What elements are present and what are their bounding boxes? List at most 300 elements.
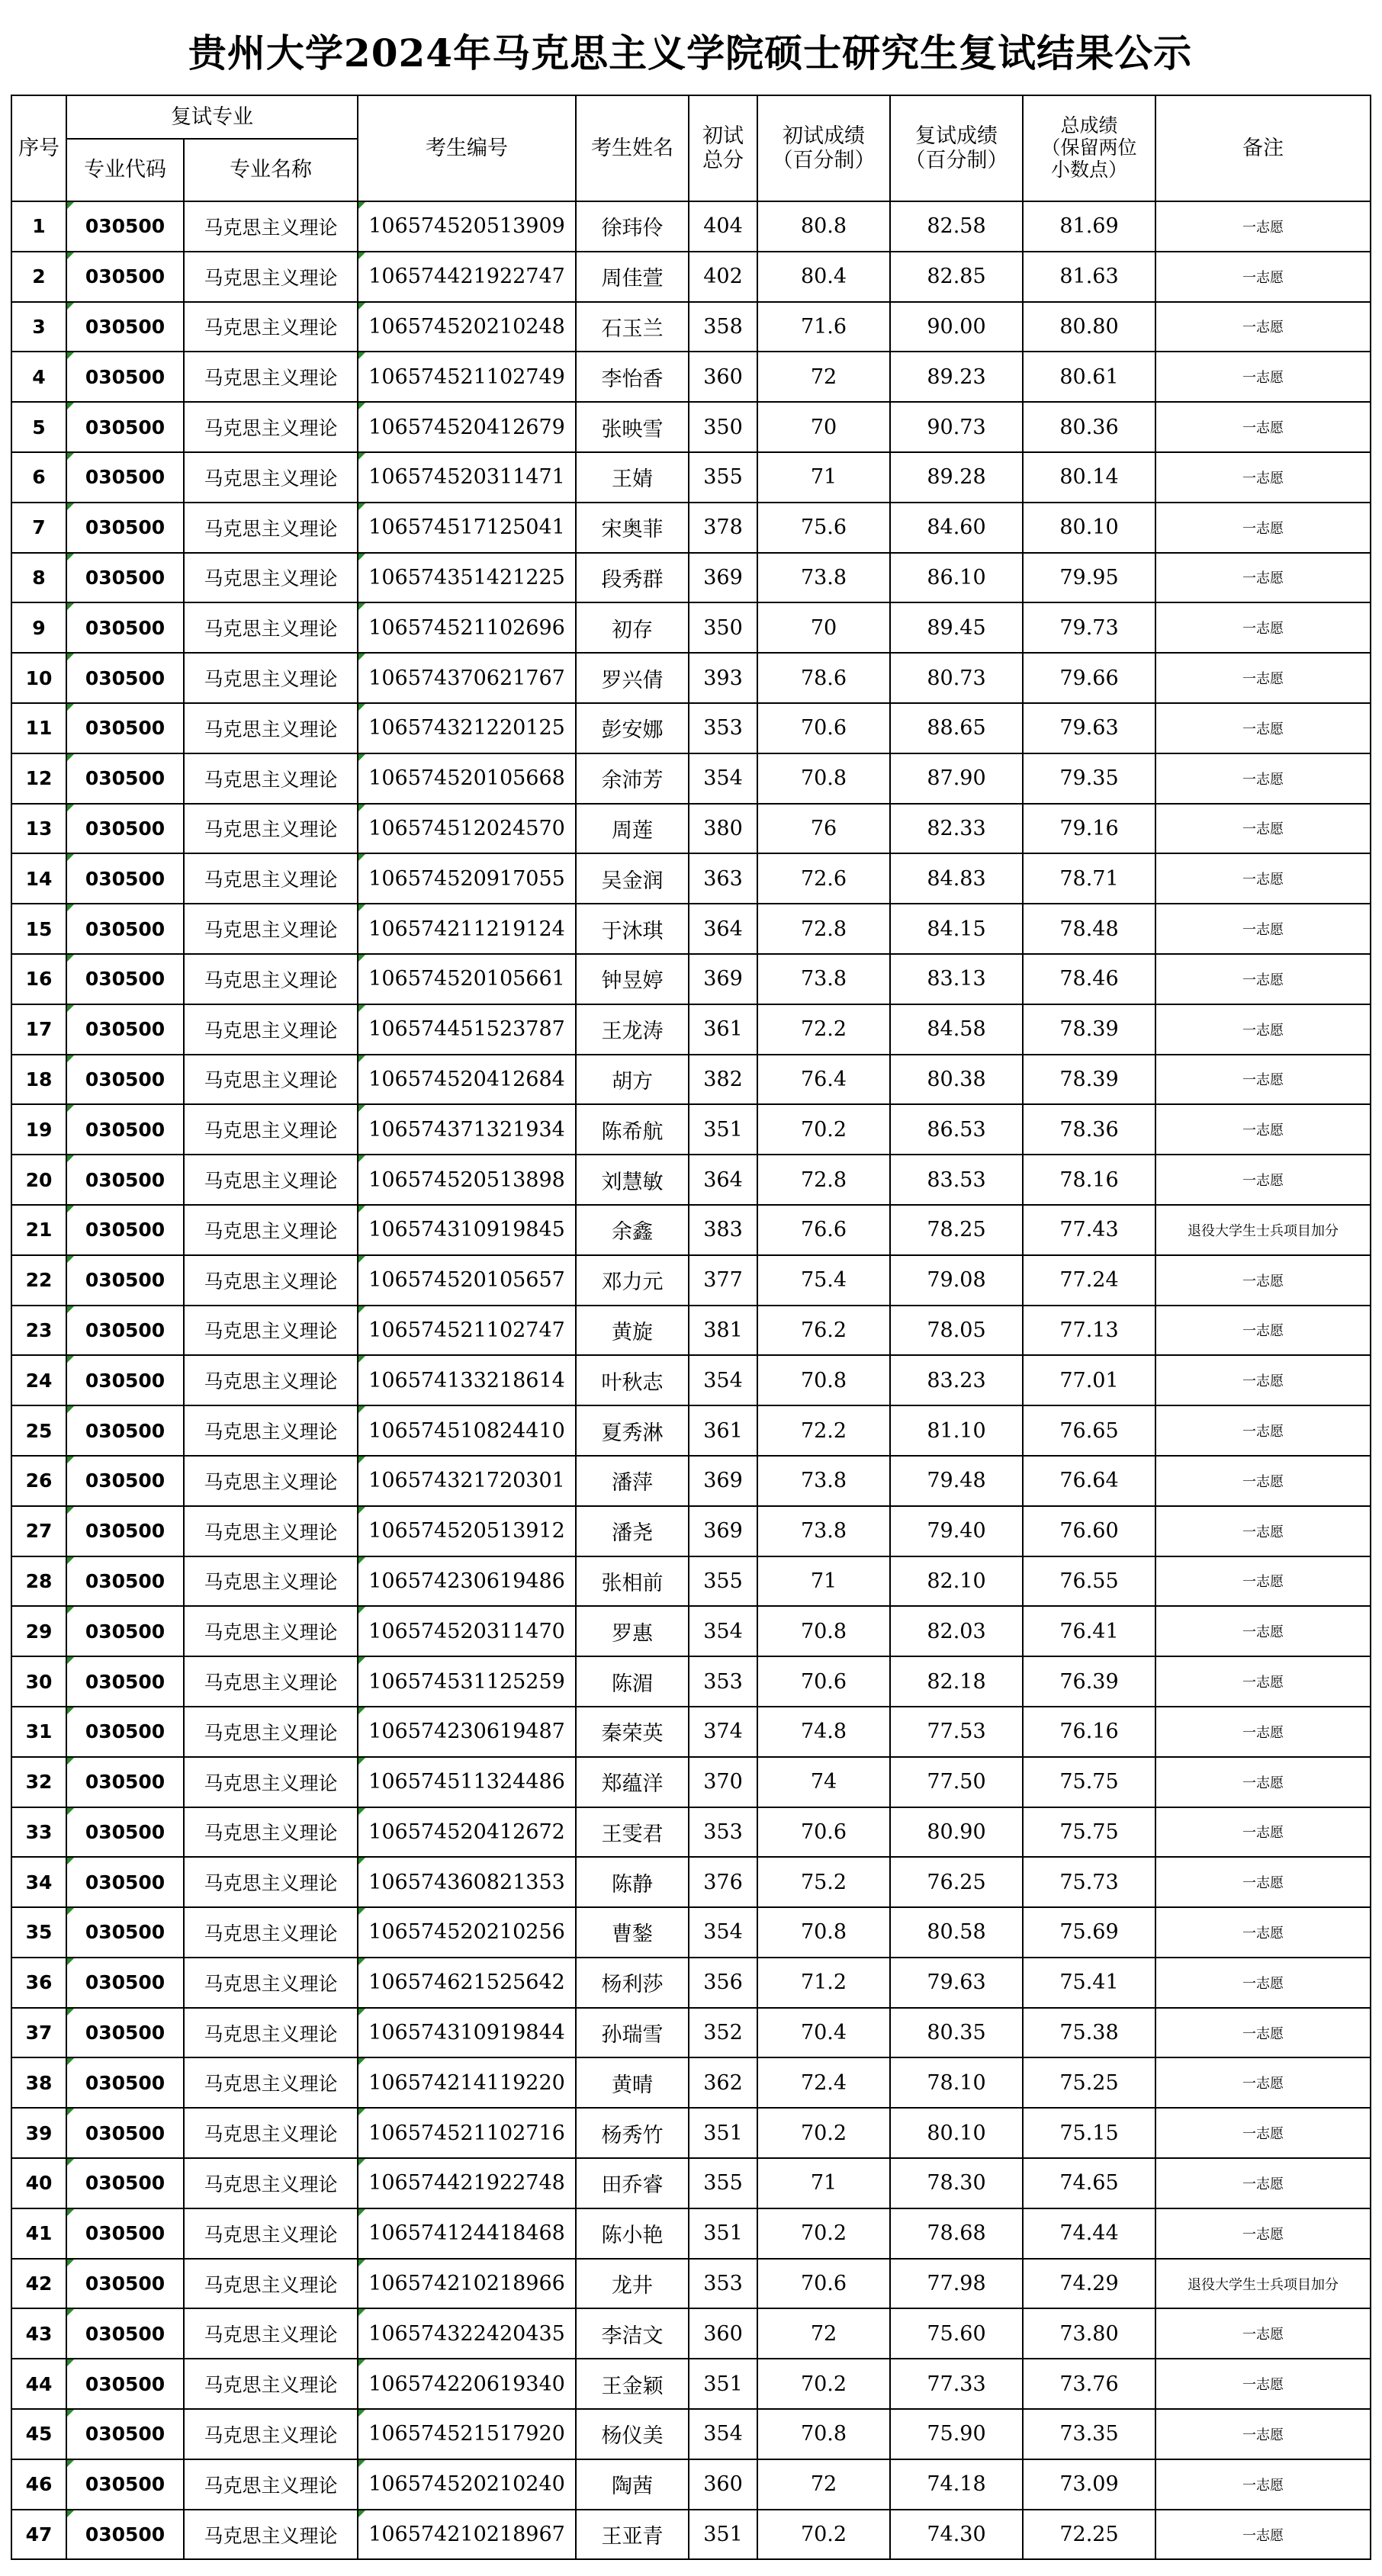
cell-prelim-total: 351: [689, 2510, 757, 2560]
cell-final-score: 79.63: [1023, 703, 1155, 753]
cell-major-code: 030500: [66, 1606, 184, 1656]
table-row: [11, 1306, 1371, 1356]
cell-retest-score: 82.18: [890, 1656, 1023, 1707]
cell-student-name: 陈小艳: [576, 2208, 689, 2259]
header-seq: 序号: [11, 95, 66, 201]
cell-remark: 一志愿: [1155, 1807, 1371, 1858]
cell-major-code: 030500: [66, 853, 184, 904]
table-row: [11, 2409, 1371, 2459]
table-row: [11, 402, 1371, 452]
cell-final-score: 75.73: [1023, 1857, 1155, 1907]
cell-remark: 一志愿: [1155, 2208, 1371, 2259]
cell-prelim-total: 369: [689, 553, 757, 603]
cell-major-code: 030500: [66, 1958, 184, 2008]
cell-retest-score: 84.60: [890, 503, 1023, 553]
cell-retest-score: 80.35: [890, 2008, 1023, 2058]
cell-exam-no: 106574351421225: [358, 553, 576, 603]
cell-prelim-total: 354: [689, 1355, 757, 1405]
cell-prelim-score: 70.6: [757, 703, 890, 753]
cell-remark: 一志愿: [1155, 1405, 1371, 1456]
cell-seq: 6: [11, 452, 66, 503]
cell-remark: 一志愿: [1155, 2108, 1371, 2158]
cell-exam-no: 106574520311470: [358, 1606, 576, 1656]
cell-final-score: 75.38: [1023, 2008, 1155, 2058]
cell-seq: 41: [11, 2208, 66, 2259]
cell-exam-no: 106574310919845: [358, 1205, 576, 1255]
cell-major-code: 030500: [66, 2308, 184, 2359]
cell-remark: 一志愿: [1155, 252, 1371, 302]
cell-student-name: 刘慧敏: [576, 1155, 689, 1205]
cell-major-code: 030500: [66, 1807, 184, 1858]
cell-exam-no: 106574517125041: [358, 503, 576, 553]
cell-prelim-total: 360: [689, 2308, 757, 2359]
cell-prelim-score: 71: [757, 1556, 890, 1607]
cell-student-name: 张相前: [576, 1556, 689, 1607]
table-row: [11, 753, 1371, 804]
cell-seq: 40: [11, 2158, 66, 2208]
header-student-name: 考生姓名: [576, 95, 689, 201]
cell-student-name: 陈希航: [576, 1104, 689, 1155]
cell-major-name: 马克思主义理论: [184, 1155, 358, 1205]
cell-prelim-score: 71: [757, 2158, 890, 2208]
cell-major-code: 030500: [66, 252, 184, 302]
table-row: [11, 1757, 1371, 1807]
cell-final-score: 77.01: [1023, 1355, 1155, 1405]
cell-retest-score: 77.33: [890, 2359, 1023, 2409]
cell-prelim-total: 360: [689, 352, 757, 402]
cell-exam-no: 106574360821353: [358, 1857, 576, 1907]
cell-prelim-score: 73.8: [757, 954, 890, 1004]
table-row: [11, 954, 1371, 1004]
cell-major-name: 马克思主义理论: [184, 753, 358, 804]
cell-student-name: 郑蕴洋: [576, 1757, 689, 1807]
cell-prelim-score: 70: [757, 602, 890, 653]
cell-remark: 一志愿: [1155, 2057, 1371, 2108]
header-final-score: 总成绩 （保留两位 小数点）: [1023, 95, 1155, 201]
table-row: [11, 2459, 1371, 2510]
cell-prelim-total: 402: [689, 252, 757, 302]
cell-final-score: 75.75: [1023, 1757, 1155, 1807]
cell-prelim-score: 70.8: [757, 1606, 890, 1656]
cell-major-name: 马克思主义理论: [184, 201, 358, 252]
cell-prelim-total: 369: [689, 1456, 757, 1506]
cell-student-name: 罗惠: [576, 1606, 689, 1656]
cell-remark: 一志愿: [1155, 1907, 1371, 1958]
cell-major-code: 030500: [66, 1506, 184, 1556]
cell-remark: 一志愿: [1155, 1857, 1371, 1907]
cell-prelim-score: 74.8: [757, 1707, 890, 1757]
cell-remark: 一志愿: [1155, 904, 1371, 954]
cell-exam-no: 106574511324486: [358, 1757, 576, 1807]
cell-exam-no: 106574211219124: [358, 904, 576, 954]
cell-exam-no: 106574531125259: [358, 1656, 576, 1707]
table-row: [11, 452, 1371, 503]
cell-prelim-score: 70.2: [757, 2359, 890, 2409]
cell-major-name: 马克思主义理论: [184, 1656, 358, 1707]
cell-final-score: 79.16: [1023, 804, 1155, 854]
cell-major-code: 030500: [66, 2359, 184, 2409]
cell-major-name: 马克思主义理论: [184, 1456, 358, 1506]
cell-exam-no: 106574310919844: [358, 2008, 576, 2058]
cell-major-code: 030500: [66, 553, 184, 603]
cell-exam-no: 106574133218614: [358, 1355, 576, 1405]
cell-major-code: 030500: [66, 302, 184, 352]
cell-retest-score: 83.53: [890, 1155, 1023, 1205]
cell-prelim-total: 355: [689, 1556, 757, 1607]
cell-prelim-score: 72: [757, 352, 890, 402]
cell-exam-no: 106574520513909: [358, 201, 576, 252]
cell-remark: 一志愿: [1155, 753, 1371, 804]
cell-exam-no: 106574520210256: [358, 1907, 576, 1958]
cell-seq: 19: [11, 1104, 66, 1155]
table-row: [11, 1456, 1371, 1506]
cell-major-code: 030500: [66, 1857, 184, 1907]
cell-seq: 3: [11, 302, 66, 352]
cell-student-name: 陈静: [576, 1857, 689, 1907]
cell-prelim-total: 351: [689, 2359, 757, 2409]
table-row: [11, 1155, 1371, 1205]
cell-prelim-score: 71.2: [757, 1958, 890, 2008]
header-prelim-total: 初试 总分: [689, 95, 757, 201]
cell-seq: 5: [11, 402, 66, 452]
cell-seq: 47: [11, 2510, 66, 2560]
table-header: [11, 95, 1371, 201]
cell-student-name: 潘萍: [576, 1456, 689, 1506]
cell-seq: 31: [11, 1707, 66, 1757]
cell-seq: 21: [11, 1205, 66, 1255]
table-row: [11, 1656, 1371, 1707]
cell-final-score: 78.36: [1023, 1104, 1155, 1155]
cell-seq: 45: [11, 2409, 66, 2459]
cell-seq: 4: [11, 352, 66, 402]
cell-prelim-score: 73.8: [757, 1506, 890, 1556]
cell-remark: 一志愿: [1155, 2158, 1371, 2208]
cell-remark: 一志愿: [1155, 1958, 1371, 2008]
cell-major-name: 马克思主义理论: [184, 252, 358, 302]
cell-prelim-total: 353: [689, 1807, 757, 1858]
cell-final-score: 76.39: [1023, 1656, 1155, 1707]
cell-major-code: 030500: [66, 1004, 184, 1055]
cell-seq: 11: [11, 703, 66, 753]
table-row: [11, 1606, 1371, 1656]
cell-prelim-score: 76.4: [757, 1055, 890, 1105]
cell-retest-score: 75.60: [890, 2308, 1023, 2359]
cell-prelim-score: 76.6: [757, 1205, 890, 1255]
cell-remark: 一志愿: [1155, 1255, 1371, 1306]
cell-prelim-score: 73.8: [757, 1456, 890, 1506]
cell-prelim-score: 70.2: [757, 2510, 890, 2560]
table-row: [11, 2108, 1371, 2158]
cell-final-score: 79.35: [1023, 753, 1155, 804]
cell-prelim-score: 70.8: [757, 2409, 890, 2459]
cell-major-name: 马克思主义理论: [184, 954, 358, 1004]
cell-major-name: 马克思主义理论: [184, 1556, 358, 1607]
cell-retest-score: 87.90: [890, 753, 1023, 804]
cell-major-code: 030500: [66, 1656, 184, 1707]
cell-final-score: 73.35: [1023, 2409, 1155, 2459]
cell-retest-score: 83.13: [890, 954, 1023, 1004]
table-row: [11, 1055, 1371, 1105]
cell-prelim-score: 72.8: [757, 904, 890, 954]
cell-final-score: 77.24: [1023, 1255, 1155, 1306]
cell-final-score: 74.29: [1023, 2259, 1155, 2309]
cell-major-code: 030500: [66, 804, 184, 854]
cell-major-name: 马克思主义理论: [184, 653, 358, 703]
cell-student-name: 胡方: [576, 1055, 689, 1105]
cell-major-code: 030500: [66, 1707, 184, 1757]
cell-final-score: 75.41: [1023, 1958, 1155, 2008]
cell-prelim-score: 72.4: [757, 2057, 890, 2108]
cell-remark: 一志愿: [1155, 1506, 1371, 1556]
cell-major-code: 030500: [66, 1405, 184, 1456]
cell-remark: 一志愿: [1155, 853, 1371, 904]
cell-retest-score: 80.58: [890, 1907, 1023, 1958]
cell-prelim-total: 364: [689, 1155, 757, 1205]
cell-final-score: 76.65: [1023, 1405, 1155, 1456]
cell-major-code: 030500: [66, 2208, 184, 2259]
cell-student-name: 张映雪: [576, 402, 689, 452]
cell-exam-no: 106574220619340: [358, 2359, 576, 2409]
cell-exam-no: 106574520412672: [358, 1807, 576, 1858]
cell-retest-score: 89.45: [890, 602, 1023, 653]
cell-major-code: 030500: [66, 1757, 184, 1807]
cell-final-score: 76.41: [1023, 1606, 1155, 1656]
cell-major-name: 马克思主义理论: [184, 2008, 358, 2058]
cell-major-name: 马克思主义理论: [184, 2510, 358, 2560]
table-row: [11, 602, 1371, 653]
cell-seq: 9: [11, 602, 66, 653]
cell-seq: 18: [11, 1055, 66, 1105]
cell-major-name: 马克思主义理论: [184, 1807, 358, 1858]
cell-retest-score: 89.28: [890, 452, 1023, 503]
table-row: [11, 804, 1371, 854]
cell-prelim-total: 393: [689, 653, 757, 703]
cell-exam-no: 106574520105657: [358, 1255, 576, 1306]
cell-seq: 22: [11, 1255, 66, 1306]
cell-remark: 退役大学生士兵项目加分: [1155, 1205, 1371, 1255]
cell-prelim-total: 404: [689, 201, 757, 252]
cell-student-name: 彭安娜: [576, 703, 689, 753]
cell-retest-score: 84.15: [890, 904, 1023, 954]
cell-student-name: 余鑫: [576, 1205, 689, 1255]
table-row: [11, 252, 1371, 302]
cell-major-name: 马克思主义理论: [184, 1205, 358, 1255]
cell-student-name: 宋奥菲: [576, 503, 689, 553]
cell-remark: 一志愿: [1155, 2459, 1371, 2510]
header-prelim-score: 初试成绩 （百分制）: [757, 95, 890, 201]
cell-major-code: 030500: [66, 352, 184, 402]
cell-remark: 一志愿: [1155, 703, 1371, 753]
cell-seq: 8: [11, 553, 66, 603]
cell-remark: 一志愿: [1155, 1456, 1371, 1506]
cell-seq: 43: [11, 2308, 66, 2359]
cell-final-score: 78.39: [1023, 1004, 1155, 1055]
cell-retest-score: 84.58: [890, 1004, 1023, 1055]
cell-major-code: 030500: [66, 954, 184, 1004]
cell-prelim-total: 350: [689, 402, 757, 452]
cell-remark: 一志愿: [1155, 2510, 1371, 2560]
cell-exam-no: 106574214119220: [358, 2057, 576, 2108]
cell-exam-no: 106574210218966: [358, 2259, 576, 2309]
table-row: [11, 553, 1371, 603]
cell-remark: 一志愿: [1155, 602, 1371, 653]
cell-major-name: 马克思主义理论: [184, 1506, 358, 1556]
cell-exam-no: 106574520105668: [358, 753, 576, 804]
cell-major-name: 马克思主义理论: [184, 2158, 358, 2208]
cell-major-code: 030500: [66, 1104, 184, 1155]
table-row: [11, 904, 1371, 954]
cell-retest-score: 78.68: [890, 2208, 1023, 2259]
cell-student-name: 段秀群: [576, 553, 689, 603]
cell-exam-no: 106574520311471: [358, 452, 576, 503]
table-row: [11, 1255, 1371, 1306]
cell-seq: 28: [11, 1556, 66, 1607]
cell-final-score: 76.60: [1023, 1506, 1155, 1556]
cell-major-code: 030500: [66, 2459, 184, 2510]
cell-student-name: 李洁文: [576, 2308, 689, 2359]
cell-major-name: 马克思主义理论: [184, 1306, 358, 1356]
cell-remark: 一志愿: [1155, 2359, 1371, 2409]
table-row: [11, 1506, 1371, 1556]
cell-prelim-score: 74: [757, 1757, 890, 1807]
cell-prelim-score: 70.6: [757, 1656, 890, 1707]
cell-major-code: 030500: [66, 2409, 184, 2459]
cell-prelim-total: 381: [689, 1306, 757, 1356]
cell-remark: 一志愿: [1155, 402, 1371, 452]
cell-student-name: 徐玮伶: [576, 201, 689, 252]
cell-major-code: 030500: [66, 1055, 184, 1105]
cell-retest-score: 77.53: [890, 1707, 1023, 1757]
cell-final-score: 80.80: [1023, 302, 1155, 352]
table-row: [11, 2359, 1371, 2409]
header-major-code: 专业代码: [66, 139, 184, 201]
cell-student-name: 杨仪美: [576, 2409, 689, 2459]
cell-major-name: 马克思主义理论: [184, 1857, 358, 1907]
cell-major-code: 030500: [66, 1255, 184, 1306]
cell-final-score: 78.71: [1023, 853, 1155, 904]
cell-remark: 一志愿: [1155, 1556, 1371, 1607]
cell-exam-no: 106574521102747: [358, 1306, 576, 1356]
table-row: [11, 1958, 1371, 2008]
cell-retest-score: 78.05: [890, 1306, 1023, 1356]
cell-retest-score: 82.10: [890, 1556, 1023, 1607]
cell-major-name: 马克思主义理论: [184, 1055, 358, 1105]
cell-seq: 15: [11, 904, 66, 954]
cell-exam-no: 106574520917055: [358, 853, 576, 904]
cell-final-score: 76.16: [1023, 1707, 1155, 1757]
cell-prelim-score: 78.6: [757, 653, 890, 703]
table-row: [11, 653, 1371, 703]
table-row: [11, 1355, 1371, 1405]
cell-major-code: 030500: [66, 2510, 184, 2560]
cell-student-name: 杨利莎: [576, 1958, 689, 2008]
cell-student-name: 周莲: [576, 804, 689, 854]
cell-student-name: 陶茜: [576, 2459, 689, 2510]
cell-major-code: 030500: [66, 753, 184, 804]
cell-major-name: 马克思主义理论: [184, 602, 358, 653]
cell-exam-no: 106574520210248: [358, 302, 576, 352]
cell-remark: 一志愿: [1155, 1757, 1371, 1807]
cell-major-code: 030500: [66, 201, 184, 252]
cell-major-code: 030500: [66, 703, 184, 753]
cell-final-score: 76.55: [1023, 1556, 1155, 1607]
cell-exam-no: 106574520513898: [358, 1155, 576, 1205]
cell-prelim-score: 70.2: [757, 1104, 890, 1155]
page-title: 贵州大学2024年马克思主义学院硕士研究生复试结果公示: [188, 31, 1193, 75]
cell-major-name: 马克思主义理论: [184, 1907, 358, 1958]
cell-major-code: 030500: [66, 452, 184, 503]
cell-prelim-score: 75.2: [757, 1857, 890, 1907]
cell-seq: 14: [11, 853, 66, 904]
cell-prelim-score: 76.2: [757, 1306, 890, 1356]
cell-retest-score: 86.10: [890, 553, 1023, 603]
cell-seq: 33: [11, 1807, 66, 1858]
cell-prelim-score: 80.4: [757, 252, 890, 302]
cell-student-name: 王金颖: [576, 2359, 689, 2409]
table-row: [11, 853, 1371, 904]
header-major-group: 复试专业: [66, 95, 358, 139]
cell-major-name: 马克思主义理论: [184, 503, 358, 553]
cell-retest-score: 80.10: [890, 2108, 1023, 2158]
cell-prelim-total: 377: [689, 1255, 757, 1306]
cell-retest-score: 79.08: [890, 1255, 1023, 1306]
cell-seq: 12: [11, 753, 66, 804]
cell-prelim-score: 71.6: [757, 302, 890, 352]
table-row: [11, 1807, 1371, 1858]
cell-retest-score: 84.83: [890, 853, 1023, 904]
cell-major-name: 马克思主义理论: [184, 553, 358, 603]
cell-final-score: 80.10: [1023, 503, 1155, 553]
cell-major-name: 马克思主义理论: [184, 452, 358, 503]
cell-student-name: 罗兴倩: [576, 653, 689, 703]
table-row: [11, 2057, 1371, 2108]
cell-prelim-score: 75.6: [757, 503, 890, 553]
cell-remark: 一志愿: [1155, 653, 1371, 703]
cell-final-score: 72.25: [1023, 2510, 1155, 2560]
cell-major-name: 马克思主义理论: [184, 2409, 358, 2459]
cell-major-code: 030500: [66, 1355, 184, 1405]
cell-major-name: 马克思主义理论: [184, 1104, 358, 1155]
table-row: [11, 1205, 1371, 1255]
cell-exam-no: 106574230619486: [358, 1556, 576, 1607]
cell-major-name: 马克思主义理论: [184, 2308, 358, 2359]
cell-seq: 20: [11, 1155, 66, 1205]
cell-major-name: 马克思主义理论: [184, 1958, 358, 2008]
cell-remark: 一志愿: [1155, 804, 1371, 854]
cell-retest-score: 89.23: [890, 352, 1023, 402]
cell-major-code: 030500: [66, 2108, 184, 2158]
cell-major-code: 030500: [66, 602, 184, 653]
table-row: [11, 703, 1371, 753]
cell-prelim-score: 72.8: [757, 1155, 890, 1205]
cell-prelim-total: 353: [689, 703, 757, 753]
cell-major-code: 030500: [66, 2057, 184, 2108]
cell-major-name: 马克思主义理论: [184, 1405, 358, 1456]
cell-student-name: 龙井: [576, 2259, 689, 2309]
cell-prelim-total: 353: [689, 1656, 757, 1707]
cell-prelim-total: 370: [689, 1757, 757, 1807]
cell-student-name: 初存: [576, 602, 689, 653]
cell-prelim-score: 70.2: [757, 2208, 890, 2259]
cell-major-code: 030500: [66, 2008, 184, 2058]
cell-seq: 37: [11, 2008, 66, 2058]
cell-final-score: 74.44: [1023, 2208, 1155, 2259]
cell-retest-score: 86.53: [890, 1104, 1023, 1155]
cell-major-name: 马克思主义理论: [184, 1255, 358, 1306]
cell-student-name: 田乔睿: [576, 2158, 689, 2208]
cell-major-code: 030500: [66, 2259, 184, 2309]
cell-major-code: 030500: [66, 1155, 184, 1205]
